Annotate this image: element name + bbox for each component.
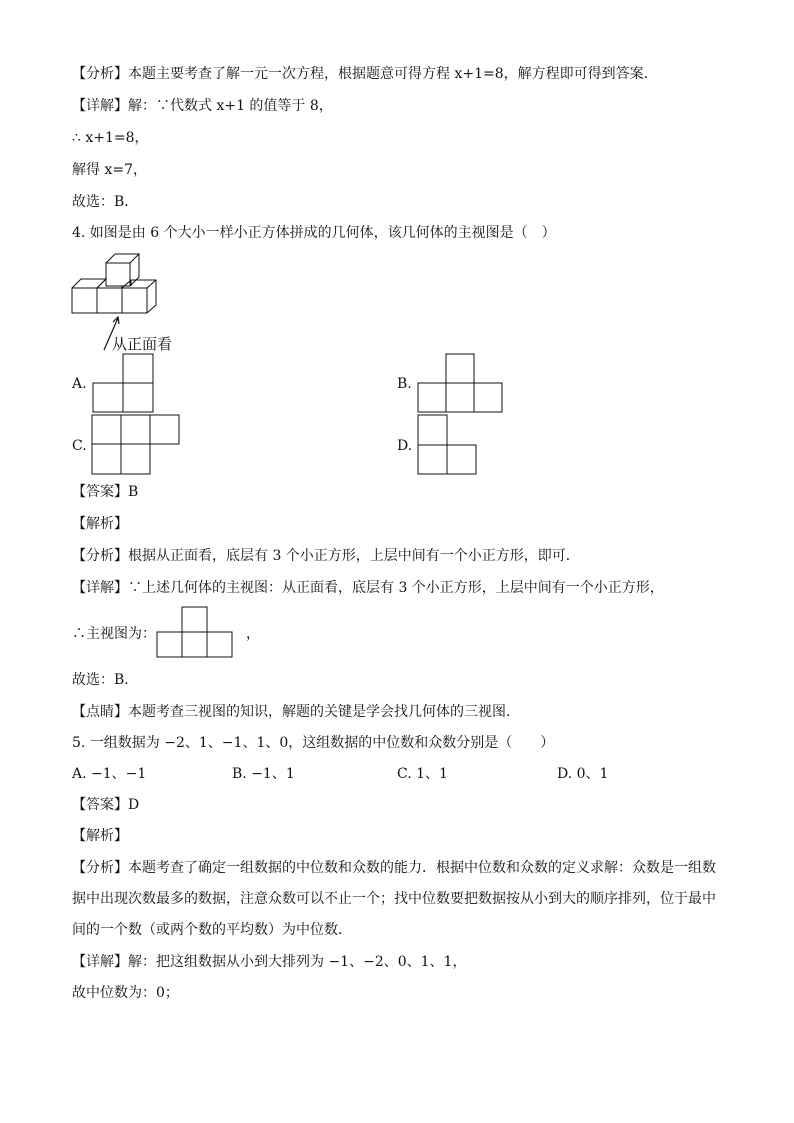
detail-4: 【详解】∵上述几何体的主视图：从正面看，底层有 3 个小正方形，上层中间有一个小正方形， bbox=[72, 580, 664, 596]
q5-option-a: A. −1、−1 bbox=[72, 766, 147, 782]
main-view-comma: ， bbox=[246, 626, 260, 642]
solution-line: 解得 x=7， bbox=[72, 162, 147, 178]
option-b-figure bbox=[417, 353, 507, 419]
median-line: 故中位数为：0； bbox=[72, 985, 179, 1001]
analysis-5-line-3: 间的一个数（或两个数的平均数）为中位数． bbox=[72, 922, 352, 938]
option-a-figure bbox=[92, 353, 156, 419]
analysis-4: 【分析】根据从正面看，底层有 3 个小正方形，上层中间有一个小正方形，即可． bbox=[72, 548, 580, 564]
detail-5: 【详解】解：把这组数据从小到大排列为 −1、−2、0、1、1， bbox=[72, 954, 467, 970]
detail-line: 【详解】解：∵代数式 x+1 的值等于 8， bbox=[72, 98, 333, 114]
main-view-text: ∴主视图为： bbox=[72, 626, 156, 642]
analysis-line: 【分析】本题主要考查了解一元一次方程，根据题意可得方程 x+1=8，解方程即可得到答案． bbox=[72, 66, 658, 82]
explanation-header-4: 【解析】 bbox=[72, 516, 128, 532]
option-c-figure bbox=[91, 414, 183, 480]
option-b-label: B. bbox=[397, 376, 412, 392]
q5-option-b: B. −1、1 bbox=[232, 766, 295, 782]
equation-line: ∴ x+1=8， bbox=[72, 130, 149, 146]
question-4: 4. 如图是由 6 个大小一样小正方体拼成的几何体，该几何体的主视图是（ ） bbox=[72, 225, 556, 241]
q5-option-d: D. 0、1 bbox=[557, 766, 609, 782]
explanation-header-5: 【解析】 bbox=[72, 828, 128, 844]
analysis-5-line-1: 【分析】本题考查了确定一组数据的中位数和众数的能力．根据中位数和众数的定义求解：众数是一组数 bbox=[72, 860, 716, 876]
answer-4: 【答案】B bbox=[72, 484, 139, 500]
choice-4: 故选：B． bbox=[72, 672, 139, 688]
answer-5: 【答案】D bbox=[72, 797, 140, 813]
option-c-label: C. bbox=[72, 438, 87, 454]
option-d-figure bbox=[417, 414, 481, 480]
option-d-label: D. bbox=[397, 438, 413, 454]
main-view-figure bbox=[156, 606, 236, 664]
option-a-label: A. bbox=[72, 376, 87, 392]
view-direction-label: 从正面看 bbox=[112, 335, 173, 353]
analysis-5-line-2: 据中出现次数最多的数据，注意众数可以不止一个；找中位数要把数据按从小到大的顺序排列，位于最中 bbox=[72, 891, 716, 907]
choice-line: 故选：B． bbox=[72, 194, 139, 210]
comment-4: 【点睛】本题考查三视图的知识，解题的关键是学会找几何体的三视图． bbox=[72, 704, 520, 720]
question-5: 5. 一组数据为 −2、1、−1、1、0，这组数据的中位数和众数分别是（ ） bbox=[72, 735, 555, 751]
q5-option-c: C. 1、1 bbox=[397, 766, 448, 782]
